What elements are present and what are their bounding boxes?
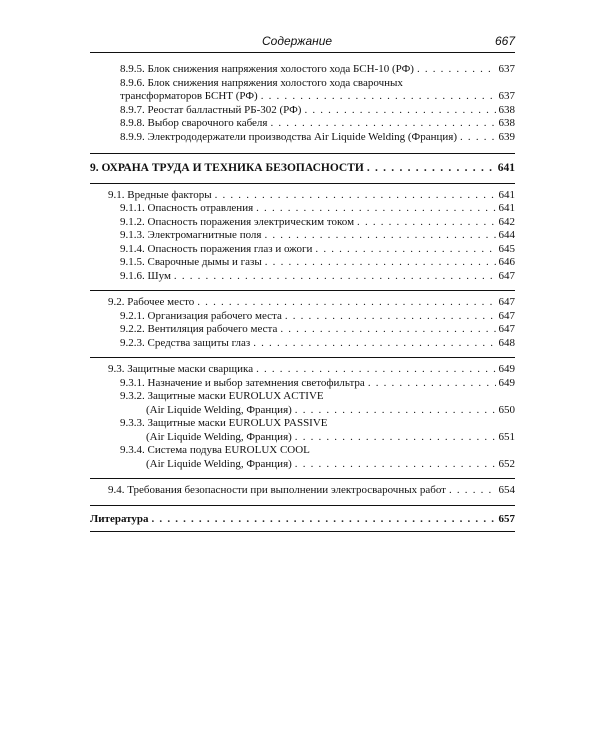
toc-entry-page: 644 bbox=[498, 229, 515, 241]
dot-leader bbox=[285, 310, 496, 324]
dot-leader bbox=[261, 90, 496, 104]
toc-entry-title: 9.1.3. Электромагнитные поля bbox=[120, 229, 262, 241]
toc-entry-title: 9.4. Требования безопасности при выполнении электросварочных работ bbox=[108, 484, 446, 496]
toc-entry-title: 8.9.9. Электрододержатели производства Air Liquide Welding (Франция) bbox=[120, 130, 458, 143]
dot-leader bbox=[256, 363, 495, 377]
toc-entry-page: 647 bbox=[498, 296, 515, 308]
dot-leader bbox=[295, 458, 496, 472]
toc-entry bbox=[90, 310, 515, 324]
header-page-number: 667 bbox=[494, 34, 515, 48]
toc-section-entry bbox=[90, 363, 515, 377]
toc-chapter-title: 9. ОХРАНА ТРУДА И ТЕХНИКА БЕЗОПАСНОСТИ bbox=[90, 162, 364, 174]
toc-entry-page: 638 bbox=[498, 117, 515, 129]
toc-entry-title-continued: (Air Liquide Welding, Франция) bbox=[146, 457, 292, 470]
literature-block bbox=[90, 505, 515, 533]
toc-entry bbox=[90, 117, 515, 131]
toc-entry-page: 641 bbox=[498, 202, 515, 214]
toc-entry-title: 9.3.2. Защитные маски EUROLUX ACTIVE bbox=[120, 390, 324, 402]
toc-entry-page: 638 bbox=[498, 103, 515, 116]
dot-leader bbox=[449, 484, 496, 498]
toc-entry bbox=[90, 77, 515, 91]
toc-entry-title: 9.1. Вредные факторы bbox=[108, 188, 212, 201]
toc-entry bbox=[90, 390, 515, 404]
toc-entry bbox=[90, 377, 515, 391]
toc-entry-page: 642 bbox=[498, 215, 515, 228]
toc-entry-title: 8.9.5. Блок снижения напряжения холостого хода БСН-10 (РФ) bbox=[120, 63, 414, 75]
toc-entry bbox=[90, 229, 515, 243]
chapter-block bbox=[90, 153, 515, 176]
running-header bbox=[90, 30, 515, 53]
toc-entry-page: 652 bbox=[498, 457, 515, 470]
toc-entry-page: 639 bbox=[498, 130, 515, 143]
toc-entry-page: 657 bbox=[498, 512, 515, 525]
toc-entry-title: 9.1.5. Сварочные дымы и газы bbox=[120, 256, 262, 268]
toc-entry-title-continued: (Air Liquide Welding, Франция) bbox=[146, 403, 292, 416]
dot-leader bbox=[295, 404, 496, 418]
toc-entry-title: 9.2. Рабочее место bbox=[108, 296, 195, 308]
header-title: Содержание bbox=[262, 34, 333, 48]
toc-entry-continuation bbox=[90, 90, 515, 104]
toc-entry-title: 9.3. Защитные маски сварщика bbox=[108, 363, 254, 375]
dot-leader bbox=[215, 189, 496, 203]
toc-entry-title: 9.1.6. Шум bbox=[120, 269, 171, 282]
toc-entry-title: 9.1.1. Опасность отравления bbox=[120, 202, 254, 214]
dot-leader bbox=[264, 229, 495, 243]
toc-entry-title: 9.1.4. Опасность поражения глаз и ожоги bbox=[120, 242, 313, 255]
toc-entry-title: 9.2.3. Средства защиты глаз bbox=[120, 336, 251, 349]
toc-entry-page: 647 bbox=[498, 309, 515, 322]
dot-leader bbox=[357, 216, 495, 230]
toc-entry-title-continued: трансформаторов БСНТ (РФ) bbox=[120, 90, 258, 102]
toc-entry-page: 641 bbox=[498, 188, 515, 201]
toc-entry bbox=[90, 104, 515, 118]
toc-entry-page: 651 bbox=[498, 430, 515, 443]
toc-chapter-page: 641 bbox=[497, 162, 515, 174]
toc-entry bbox=[90, 270, 515, 284]
toc-literature-entry bbox=[90, 513, 515, 527]
toc-entry-title: 9.3.1. Назначение и выбор затемнения светофильтра bbox=[120, 376, 365, 389]
toc-entry-page: 649 bbox=[498, 376, 515, 389]
toc-entry-page: 646 bbox=[498, 256, 515, 268]
toc-entry-title: 9.2.2. Вентиляция рабочего места bbox=[120, 323, 278, 335]
toc-entry-page: 647 bbox=[498, 269, 515, 282]
toc-entry-page: 637 bbox=[498, 90, 515, 102]
dot-leader bbox=[280, 323, 495, 337]
toc-entry-title: 9.3.3. Защитные маски EUROLUX PASSIVE bbox=[120, 417, 328, 429]
toc-entry-page: 650 bbox=[498, 403, 515, 416]
toc-section-entry bbox=[90, 189, 515, 203]
toc-entry bbox=[90, 417, 515, 431]
dot-leader bbox=[253, 337, 495, 351]
toc-entry-continuation bbox=[90, 458, 515, 472]
dot-leader bbox=[152, 513, 496, 527]
toc-entry-page: 648 bbox=[498, 336, 515, 349]
toc-entry bbox=[90, 202, 515, 216]
dot-leader bbox=[304, 104, 495, 118]
dot-leader bbox=[197, 296, 495, 310]
toc-entry-page: 645 bbox=[498, 242, 515, 255]
toc-entry-title: 8.9.6. Блок снижения напряжения холостого хода сварочных bbox=[120, 76, 403, 89]
toc-entry bbox=[90, 256, 515, 270]
toc-entry bbox=[90, 444, 515, 458]
toc-entry-title: 9.3.4. Система подува EUROLUX COOL bbox=[120, 444, 310, 456]
dot-leader bbox=[367, 162, 495, 176]
toc-entry-page: 649 bbox=[498, 363, 515, 375]
toc-entry-continuation bbox=[90, 404, 515, 418]
dot-leader bbox=[460, 131, 495, 145]
toc-entry-page: 637 bbox=[498, 63, 515, 75]
toc-entry-page: 647 bbox=[498, 323, 515, 335]
section-block bbox=[90, 290, 515, 350]
toc-entry-page: 654 bbox=[498, 484, 515, 496]
dot-leader bbox=[174, 270, 496, 284]
toc-chapter-entry bbox=[90, 162, 515, 176]
section-block bbox=[90, 183, 515, 284]
toc-entry-title-continued: (Air Liquide Welding, Франция) bbox=[146, 430, 292, 443]
toc-section-entry bbox=[90, 484, 515, 498]
toc-entry-title: 8.9.8. Выбор сварочного кабеля bbox=[120, 117, 268, 129]
toc-entry bbox=[90, 337, 515, 351]
toc-entry-continuation bbox=[90, 431, 515, 445]
dot-leader bbox=[417, 63, 496, 77]
dot-leader bbox=[270, 117, 495, 131]
section-block bbox=[90, 478, 515, 498]
toc-entry-title: Литература bbox=[90, 512, 149, 525]
table-of-contents bbox=[90, 63, 515, 532]
dot-leader bbox=[368, 377, 496, 391]
dot-leader bbox=[256, 202, 495, 216]
toc-entry bbox=[90, 131, 515, 145]
section-block bbox=[90, 357, 515, 471]
dot-leader bbox=[295, 431, 496, 445]
dot-leader bbox=[265, 256, 496, 270]
toc-entry bbox=[90, 63, 515, 77]
toc-entry-title: 9.1.2. Опасность поражения электрическим током bbox=[120, 215, 355, 228]
toc-entry bbox=[90, 243, 515, 257]
toc-section-entry bbox=[90, 296, 515, 310]
toc-entry-title: 8.9.7. Реостат балластный РБ-302 (РФ) bbox=[120, 103, 302, 116]
toc-entry bbox=[90, 323, 515, 337]
toc-entry-title: 9.2.1. Организация рабочего места bbox=[120, 309, 282, 322]
dot-leader bbox=[315, 243, 495, 257]
toc-entry bbox=[90, 216, 515, 230]
